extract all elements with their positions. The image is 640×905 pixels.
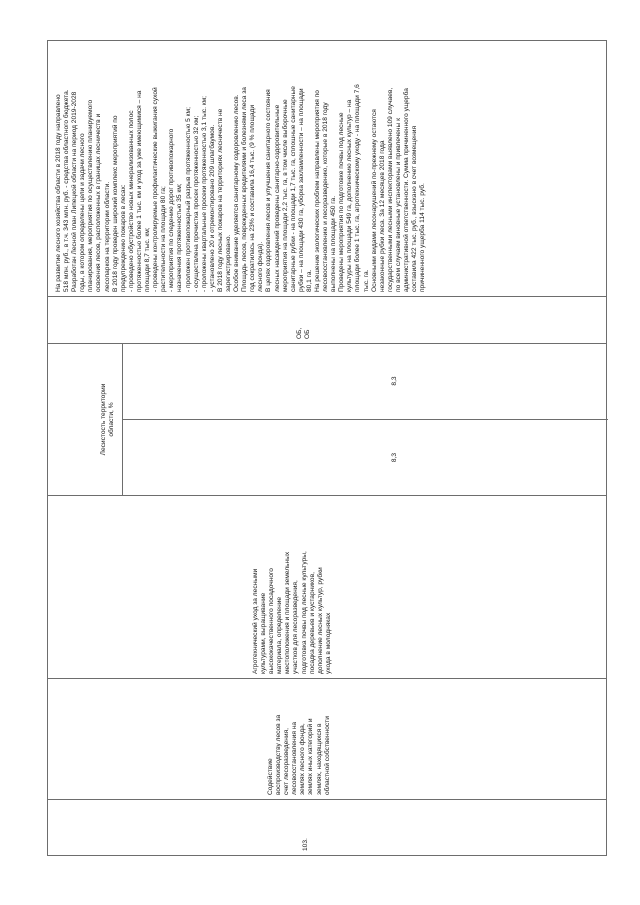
row-number-cell — [48, 799, 606, 855]
funding-source: ОБ, ОБ — [296, 327, 312, 339]
measures-cell — [48, 495, 606, 678]
indicator-value-cell — [123, 419, 608, 495]
result-cell — [48, 39, 606, 296]
indicator-cell — [48, 343, 606, 495]
table-row — [47, 40, 607, 856]
result-text: На развитие лесного хозяйства области в 2018 году направлено 518 млн. руб., в т.ч. 343 млн. руб. - средства областного бюджета. Разработан Лесной план Липецкой области на период 2019-2028 годы, в котором определены цели и задачи лесного планирования, мероприятия по осуществлению планируемого освоения лесов, расположенных в границах лесничеств и лесопарков на территории области. В 2018 году проведен широкий комплекс мероприятий по предупреждению пожаров в лесах: - проведено обустройство новых минерализованных полос протяженностью более 1 тыс. км и уход за уже имеющимися – на площади 8,7 тыс. км; - проведены контролируемые профилактические выжигания сухой растительности на площади 80 га; - мероприятия по следению дорог противопожарного назначения протяженностью 35 км; - проложен противопожарный разрыв протяженностью 5 км; - осуществлена прочистка просек протяженностью 32 км; - проложены квартальные просеки протяженностью 3,1 тыс. км; - установлено 20 и отремонтировано 209 шлагбаумов. В 2018 году лесных пожаров на территориях лесничеств не зарегистрировано. Особое внимание уделяется санитарному оздоровлению лесов. Площадь лесов, поврежденных вредителями и болезнями леса за год сократилась на 23% и составила 16,4 тыс. (9 % площади лесного фонда). В целях оздоровления лесов и улучшения санитарного состояния лесных насаждений проведены санитарно-оздоровительные мероприятия на площади 2,2 тыс. га, в том числе выборочные санитарные рубки - на площади 1,7 тыс. га, сплошные санитарные рубки – на площади 430 га, уборка захламленности – на площади 80,1 га. На решение экологических проблем направлены мероприятия по лесовосстановлению и лесоразведению, которые в 2018 году выполнены на площади 450 га. Проведены мероприятия по подготовке почвы под лесные культуры на площади 549 га, дополнению лесных культур – на площади более 1 тыс. га, агротехническому уходу - на площади 7,6 тыс. га. Основными видами лесонарушений по-прежнему остаются незаконные рубки леса. За 12 месяцев 2018 года государственными лесными инспекторами выявлено 109 случаев, по всем случаям виновные установлены и привлечены к административной ответственности. Сумма причиненного ущерба составила 422 тыс. руб., взыскано в счет возмещения причиненного ущерба 114 тыс. руб. — [55, 84, 427, 292]
indicator-header — [48, 344, 123, 495]
indicator-value: 8,3 — [391, 376, 398, 386]
task-cell — [48, 678, 606, 799]
measures-text: Агротехнический уход за лесными культурами, выращивание высококачественного посадочного материала, определение местоположения и площади земельных участков для лесоразведения, подготовка почвы под лесные культуры, посадка деревьев и кустарников, дополнение лесных культур, рубки ухода в молодняках — [252, 551, 332, 674]
funding-source-cell — [48, 296, 606, 343]
row-number: 103. — [302, 838, 309, 851]
task-text: Содействие воспроизводству лесов за счет лесоразведения, лесовосстановления на землях лесного фонда, землях иных категорий и землях, находящихся в областной собственности — [267, 714, 331, 795]
indicator-value: 8,3 — [391, 452, 398, 463]
report-table — [47, 40, 607, 856]
indicator-name: Лесистость территории области, % — [100, 383, 116, 456]
indicator-value-cell — [123, 343, 608, 419]
